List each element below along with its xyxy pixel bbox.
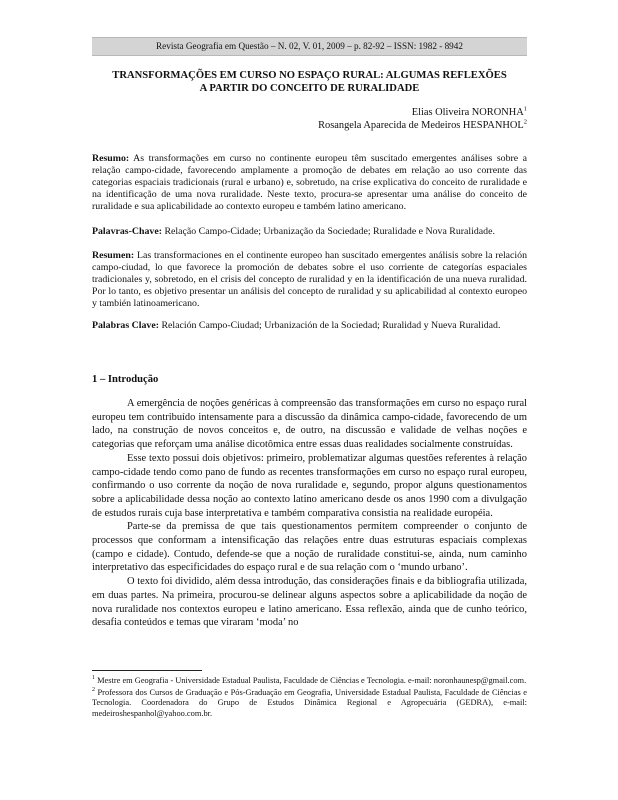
keywords-es-text: Relación Campo-Ciudad; Urbanización de la Sociedad; Ruralidad y Nueva Ruralidad. <box>161 320 501 331</box>
footnote-1-marker: 1 <box>92 675 95 682</box>
article-title-line-1: TRANSFORMAÇÕES EM CURSO NO ESPAÇO RURAL: ALGUMAS REFLEXÕES <box>112 70 507 81</box>
author-1-name: Elias Oliveira NORONHA <box>411 107 524 118</box>
abstract-es-text: Las transformaciones en el continente europeo han suscitado emergentes análisis sobre la relación campo-ciudad, lo que favorece la promoción de debates sobre el uso corriente de categorías espaciales tradicionales y, sobretodo, en el crisis del concepto de ruralidad y en la identificación de una nueva ruralidad. Por lo tanto, es objetivo presentar un análisis del concepto de ruralidad y su aplicabilidad al contexto europeo y también latinoamericano. <box>92 250 527 309</box>
keywords-pt-text: Relação Campo-Cidade; Urbanização da Sociedade; Ruralidade e Nova Ruralidade. <box>164 226 495 237</box>
article-title-line-2: A PARTIR DO CONCEITO DE RURALIDADE <box>199 83 420 95</box>
keywords-portuguese <box>92 226 527 238</box>
author-1-note-marker: 1 <box>523 105 527 113</box>
footnote-2 <box>92 688 527 720</box>
section-body <box>92 397 527 630</box>
section-heading: 1 – Introdução <box>92 374 159 385</box>
body-paragraph-2: Esse texto possui dois objetivos: primeiro, problematizar algumas questões referentes à relação campo-cidade tendo como pano de fundo as recentes transformações em curso no espaço rural europeu, confirmando o uso corrente da noção de nova ruralidade e, segundo, propor alguns questionamentos sobre a aplicabilidade dessa noção ao contexto latino americano desde os anos 1990 com a divulgação de estudos rurais cuja base interpretativa e também comparativa consistia na realidade européia. <box>92 452 527 519</box>
body-paragraph-4: O texto foi dividido, além dessa introdução, das considerações finais e da bibliografia utilizada, em duas partes. Na primeira, procurou-se delinear alguns aspectos sobre a aplicabilidade da noção de nova ruralidade nos contextos europeu e latino americano. Essa reflexão, ainda que de cunho teórico, desafia conteúdos e temas que viraram ‘moda’ no <box>92 576 527 629</box>
footnote-1-text: Mestre em Geografia - Universidade Estadual Paulista, Faculdade de Ciências e Tecnologia. e-mail: noronhaunesp@gmail.com. <box>97 676 527 685</box>
author-1 <box>92 107 527 120</box>
body-paragraph-3: Parte-se da premissa de que tais questionamentos permitem compreender o conjunto de processos que conformam a intensificação das relações entre duas estruturas espaciais complexas (campo e cidade). Contudo, defende-se que a noção de ruralidade constitui-se, ainda, num caminho interpretativo das especificidades do espaço rural e de sua relação com o ‘mundo urbano’. <box>92 521 527 574</box>
author-2 <box>92 120 527 133</box>
author-2-name: Rosangela Aparecida de Medeiros HESPANHOL <box>318 119 524 131</box>
footnote-2-marker: 2 <box>92 686 95 693</box>
author-2-note-marker: 2 <box>523 118 527 126</box>
journal-header-text: Revista Geografia em Questão – N. 02, V. 01, 2009 – p. 82-92 – ISSN: 1982 - 8942 <box>156 41 463 51</box>
keywords-es-label: Palabras Clave: <box>92 320 159 331</box>
footnote-2-text: Professora dos Cursos de Graduação e Pós-Graduação em Geografia, Universidade Estadual Paulista, Faculdade de Ciências e Tecnologia. Coordenadora do Grupo de Estudos Dinâmica Regional e Agropecuária (GEDRA), e-mail: medeiroshespanhol@yahoo.com.br. <box>92 687 528 718</box>
author-list <box>92 107 527 132</box>
abstract-portuguese <box>92 153 527 213</box>
keywords-spanish <box>92 320 527 332</box>
abstract-es-label: Resumen: <box>92 250 135 261</box>
footnotes <box>92 676 527 720</box>
footnote-divider <box>92 670 202 671</box>
abstract-pt-text: As transformações em curso no continente europeu têm suscitado emergentes análises sobre a relação campo-cidade, favorecendo amplamente a promoção de debates em relação ao uso corrente das categorias espaciais tradicionais (rural e urbano) e, sobretudo, na crise explicativa do conceito de ruralidade e na identificação de uma nova ruralidade. Neste texto, procura-se apresentar uma análise do conceito de ruralidade e sua aplicabilidade ao contexto europeu e também latino americano. <box>92 153 528 212</box>
abstract-spanish <box>92 250 527 310</box>
article-title <box>92 69 527 96</box>
abstract-pt-label: Resumo: <box>92 153 130 164</box>
footnote-1 <box>92 676 527 687</box>
keywords-pt-label: Palavras-Chave: <box>92 226 162 237</box>
body-paragraph-1: A emergência de noções genéricas à compreensão das transformações em curso no espaço rural europeu tem contribuído intensamente para a discussão da dinâmica campo-cidade, favorecendo de um lado, na construção de novos conceitos e, de outro, na discussão e validade de velhas noções e categorias que reforçam uma análise dicotômica entre essas duas realidades socialmente construídas. <box>92 398 527 451</box>
journal-header-bar <box>92 37 527 56</box>
